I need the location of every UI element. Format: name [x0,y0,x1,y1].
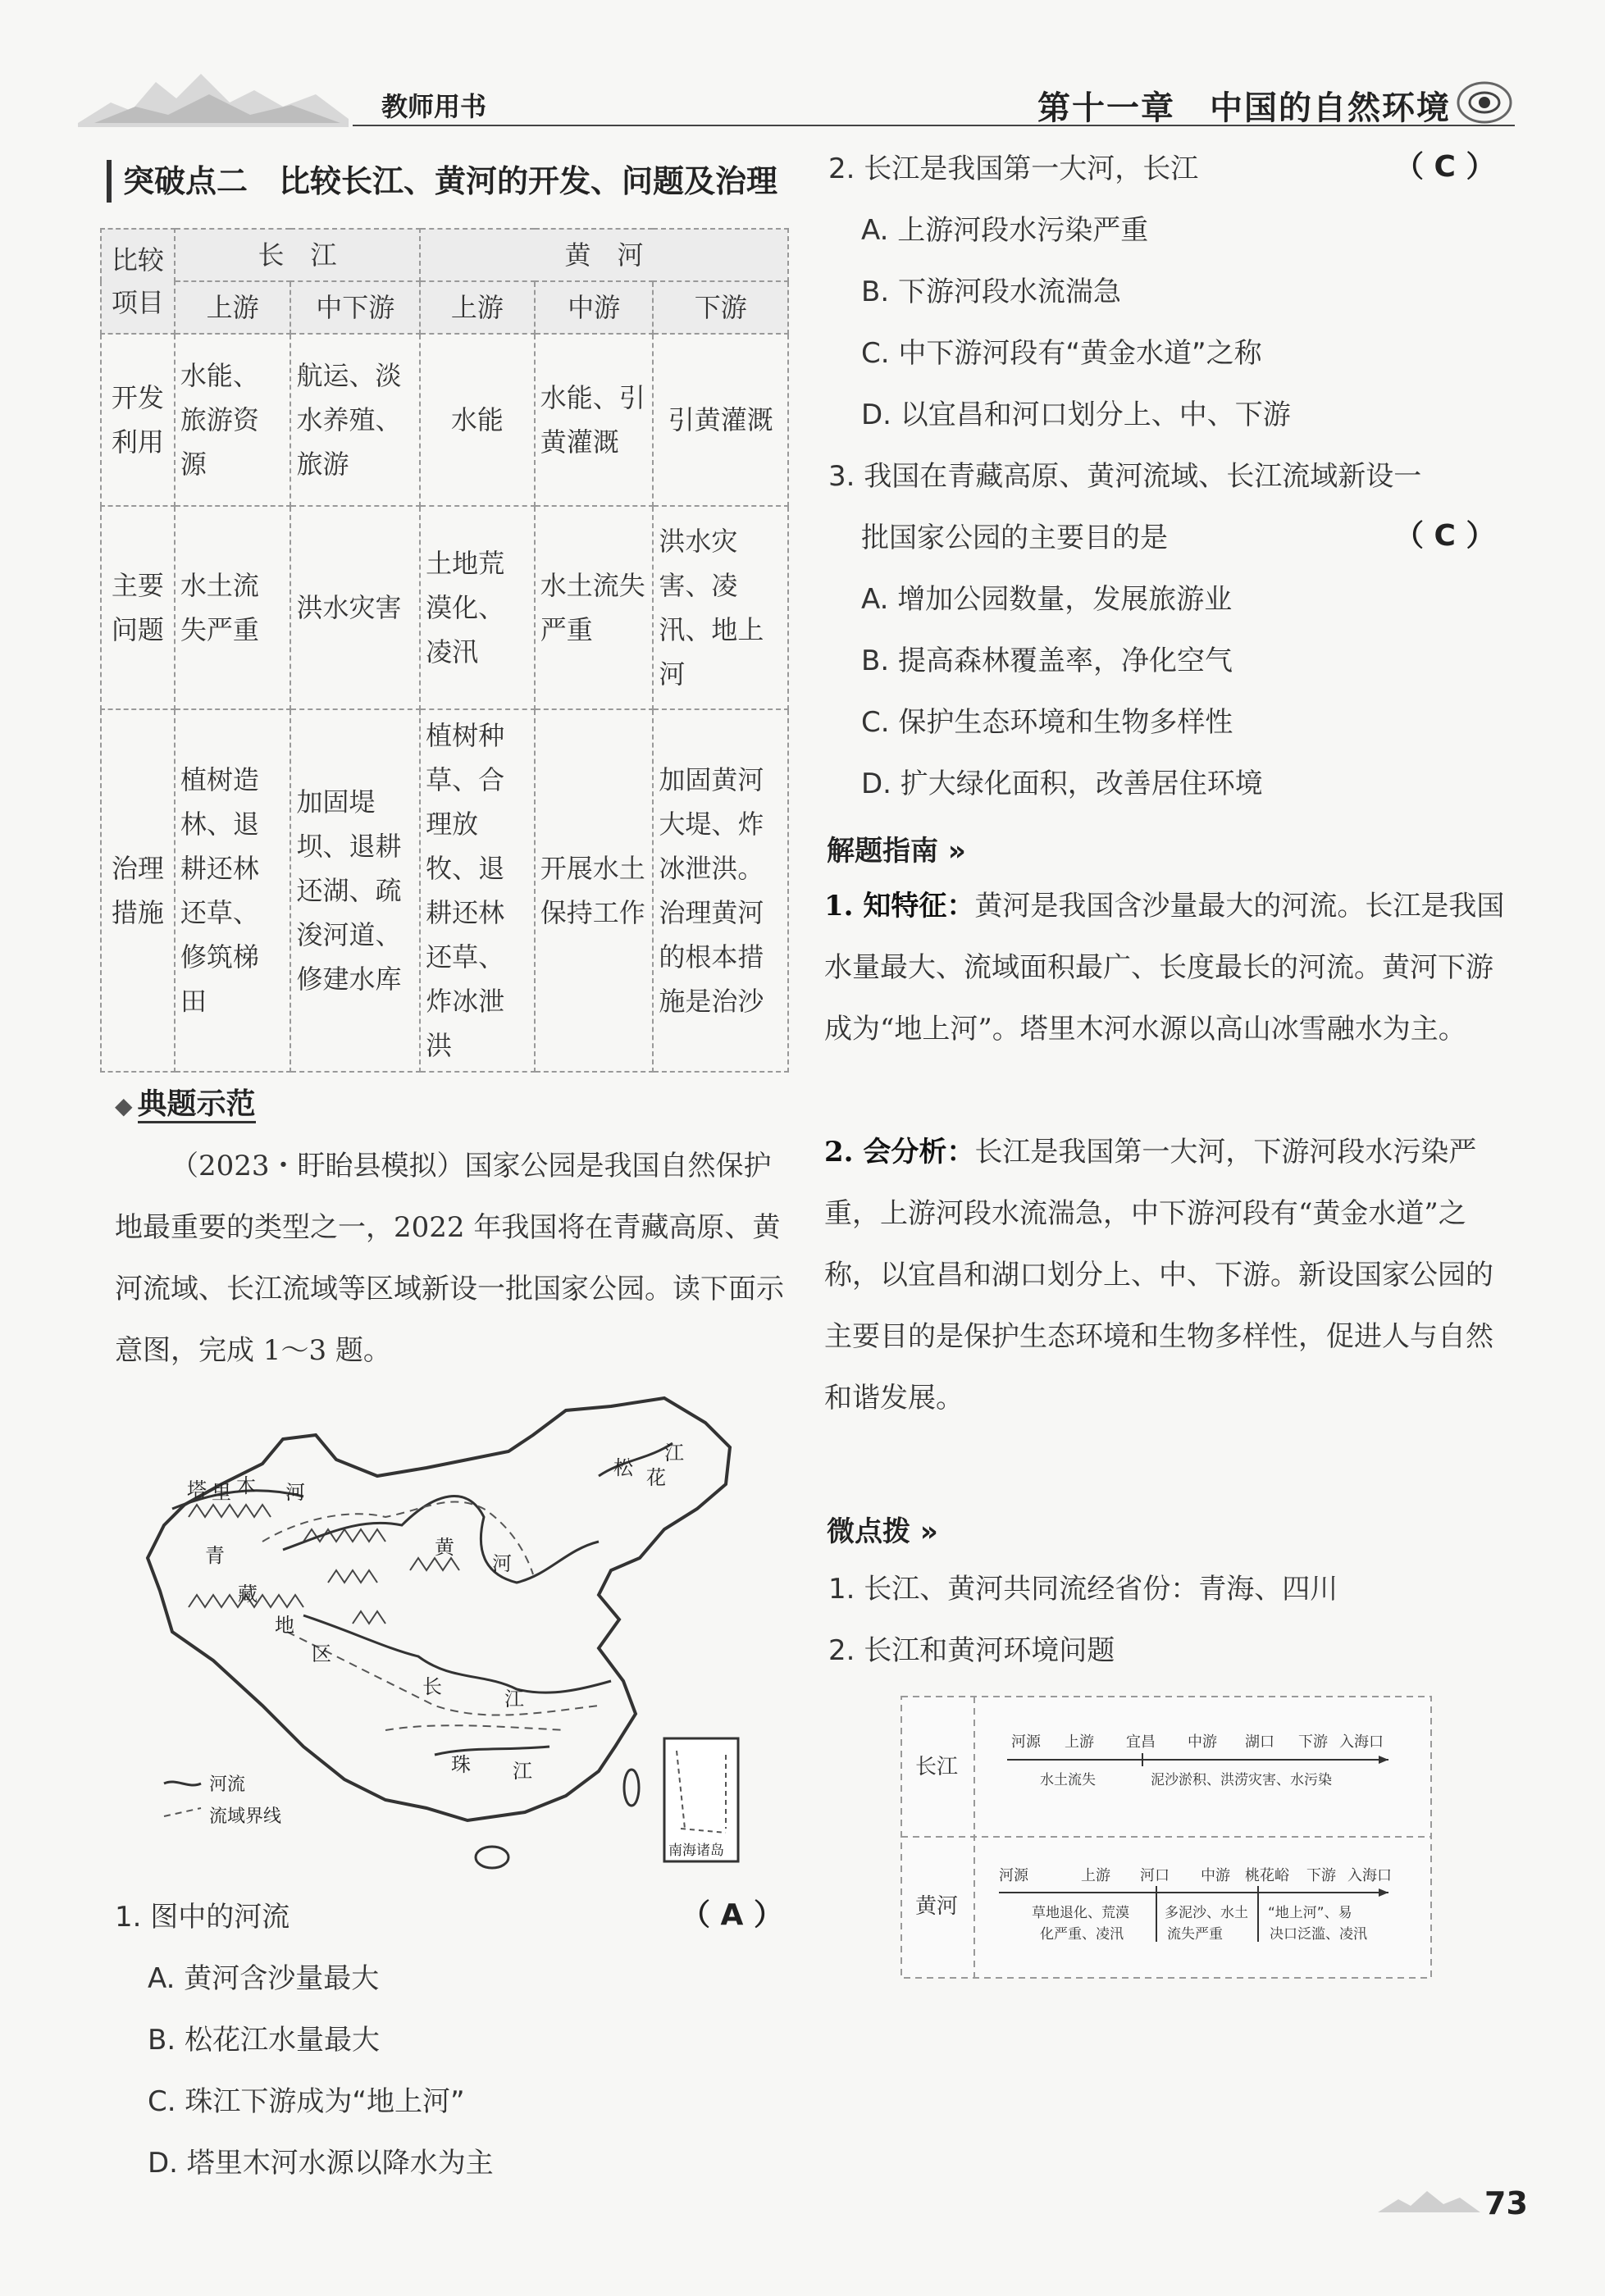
question-3-option: C. 保护生态环境和生物多样性 [861,706,1233,739]
question-1-option: D. 塔里木河水源以降水为主 [148,2147,494,2180]
question-3-option: D. 扩大绿化面积，改善居住环境 [861,768,1263,800]
map-label-zhujiang: 珠 [451,1753,471,1776]
guide-paragraph-2: 2. 会分析：长江是我国第一大河，下游河段水污染严重，上游河段水流湍急，中下游河段有“黄金水道”之称，以宜昌和湖口划分上、中、下游。新设国家公园的主要目的是保护生态环境和生物多样性，促进人与自然和谐发展。 [824,1136,1493,1414]
table-cell: 水土流失严重 [175,506,291,709]
map-label-changjiang: 长 [422,1675,442,1698]
table-row [101,709,788,1072]
diagram-hh-problem: 流失严重 [1167,1926,1223,1943]
map-label-qingzang: 青 [205,1544,225,1567]
map-label-huanghe: 河 [492,1552,512,1575]
table-segment: 上游 [420,281,535,334]
diagram-hh-stop: 中游 [1201,1867,1230,1884]
table-cell: 土地荒漠化、凌汛 [420,506,535,709]
header-chapter-title: 第十一章 中国的自然环境 [1037,89,1451,127]
table-row [101,334,788,506]
diagram-cj-problem: 水土流失 [1040,1772,1096,1788]
table-segment: 上游 [175,281,291,334]
table-segment: 中游 [535,281,654,334]
table-segment-row [101,281,788,334]
map-label-songhua: 松 [613,1456,633,1479]
question-2-option: B. 下游河段水流湍急 [861,276,1121,308]
table-cell: 水能、旅游资源 [175,334,291,506]
map-label-qingzang: 区 [312,1642,331,1665]
table-segment: 下游 [653,281,788,334]
section-title: 突破点二 比较长江、黄河的开发、问题及治理 [107,160,804,203]
table-cell: 植树种草、合理放牧、退耕还林还草、炸冰泄洪 [420,709,535,1072]
table-cell: 加固堤坝、退耕还湖、疏浚河道、修建水库 [290,709,420,1072]
question-3-stem: 3. 我国在青藏高原、黄河流域、长江流域新设一 [828,460,1422,493]
diagram-hh-stop: 入海口 [1347,1867,1392,1884]
table-cell: 加固黄河大堤、炸冰泄洪。治理黄河的根本措施是治沙 [653,709,788,1072]
question-3-stem-cont: 批国家公园的主要目的是 [861,522,1168,554]
map-inset-label: 南海诸岛 [668,1843,724,1859]
question-2-answer: （ C ） [1394,150,1496,184]
question-1-option: A. 黄河含沙量最大 [148,1962,380,1995]
question-2-option: D. 以宜昌和河口划分上、中、下游 [861,399,1291,431]
map-label-tarim: 塔 [187,1478,207,1501]
table-cell: 水能、引黄灌溉 [535,334,654,506]
double-chevron-icon: » [910,1515,938,1548]
diagram-hh-stop: 下游 [1306,1867,1336,1884]
tips-heading: 微点拨 » [827,1515,938,1548]
header-rule [353,125,1515,126]
diagram-cj-stop: 上游 [1065,1733,1094,1751]
header-book-type: 教师用书 [381,91,487,122]
table-row-label: 主要问题 [101,506,175,709]
question-1-option: B. 松花江水量最大 [148,2024,380,2057]
diagram-river-name: 长江 [915,1755,959,1779]
map-label-tarim: 里 [212,1481,231,1504]
table-cell: 洪水灾害、凌汛、地上河 [653,506,788,709]
map-label-songhua: 花 [646,1466,666,1489]
diagram-cj-stop: 入海口 [1339,1733,1384,1751]
question-2-stem: 2. 长江是我国第一大河，长江 [828,153,1199,185]
double-chevron-icon: » [938,835,966,868]
comparison-table [100,228,789,1073]
diagram-cj-problem: 泥沙淤积、洪涝灾害、水污染 [1151,1772,1332,1788]
diagram-river-name: 黄河 [915,1894,959,1919]
question-1-stem: 1. 图中的河流 [115,1901,290,1934]
table-row-label: 治理措施 [101,709,175,1072]
diagram-hh-problem: 化严重、凌汛 [1040,1926,1124,1943]
tip-item: 2. 长江和黄河环境问题 [828,1634,1115,1667]
diagram-hh-problem: 决口泛滥、凌汛 [1270,1926,1367,1943]
table-header-row [101,229,788,281]
question-2-option: A. 上游河段水污染严重 [861,214,1149,247]
diamond-icon: ◆ [115,1092,133,1119]
diagram-cj-stop: 湖口 [1245,1733,1274,1751]
river-problems-diagram [901,1696,1432,1979]
guide-paragraph-1: 1. 知特征：黄河是我国含沙量最大的河流。长江是我国水量最大、流域面积最广、长度最长的河流。黄河下游成为“地上河”。塔里木河水源以高山冰雪融水为主。 [824,890,1505,1046]
question-1-answer: （ A ） [681,1898,783,1932]
table-cell: 洪水灾害 [290,506,420,709]
diagram-cj-stop: 下游 [1298,1733,1328,1751]
diagram-cj-stop: 中游 [1188,1733,1217,1751]
table-corner-cell: 比较项目 [101,229,175,334]
diagram-hh-stop: 上游 [1081,1867,1110,1884]
diagram-hh-problem: 多泥沙、水土 [1165,1905,1248,1921]
question-3-option: A. 增加公园数量，发展旅游业 [861,583,1233,616]
page-number-decoration [1378,2181,1480,2214]
map-label-changjiang: 江 [504,1688,524,1711]
table-cell: 植树造林、退耕还林还草、修筑梯田 [175,709,291,1072]
example-intro: （2023・盱眙县模拟）国家公园是我国自然保护地最重要的类型之一，2022 年我国将在青藏高原、黄河流域、长江流域等区域新设一批国家公园。读下面示意图，完成 1～3 题。 [115,1150,784,1367]
tip-item: 1. 长江、黄河共同流经省份：青海、四川 [828,1573,1338,1606]
diagram-cj-stop: 宜昌 [1126,1733,1156,1751]
diagram-hh-stop: 河源 [999,1867,1028,1884]
map-label-huanghe: 黄 [435,1536,454,1559]
table-segment: 中下游 [290,281,420,334]
china-rivers-map [139,1386,755,1878]
page-number: 73 [1484,2185,1528,2221]
table-cell: 航运、淡水养殖、旅游 [290,334,420,506]
map-label-tarim: 河 [285,1481,305,1504]
question-1-option: C. 珠江下游成为“地上河” [148,2085,465,2118]
table-row [101,506,788,709]
diagram-hh-stop: 桃花峪 [1245,1867,1289,1884]
question-2-option: C. 中下游河段有“黄金水道”之称 [861,337,1262,370]
guide-heading: 解题指南 » [827,835,966,868]
diagram-hh-stop: 河口 [1140,1867,1170,1884]
diagram-hh-problem: 草地退化、荒漠 [1032,1905,1129,1921]
question-3-answer: （ C ） [1394,519,1496,553]
table-river-changjiang: 长 江 [175,229,420,281]
table-cell: 引黄灌溉 [653,334,788,506]
map-label-qingzang: 藏 [238,1583,258,1606]
table-row-label: 开发利用 [101,334,175,506]
diagram-cj-stop: 河源 [1011,1733,1041,1751]
header-mountain-decoration [78,57,349,127]
map-label-qingzang: 地 [275,1614,294,1637]
table-cell: 水土流失严重 [535,506,654,709]
diagram-hh-problem: “地上河”、易 [1268,1905,1352,1921]
eye-logo-icon [1456,78,1513,127]
legend-boundary: 流域界线 [209,1806,282,1827]
map-label-zhujiang: 江 [513,1760,532,1783]
table-river-huanghe: 黄 河 [420,229,788,281]
example-heading: ◆ 典题示范 [115,1081,256,1123]
table-cell: 水能 [420,334,535,506]
map-label-songhua: 江 [664,1442,684,1465]
map-label-tarim: 木 [236,1474,256,1497]
legend-river: 河流 [209,1774,246,1795]
table-cell: 开展水土保持工作 [535,709,654,1072]
question-3-option: B. 提高森林覆盖率，净化空气 [861,645,1233,677]
